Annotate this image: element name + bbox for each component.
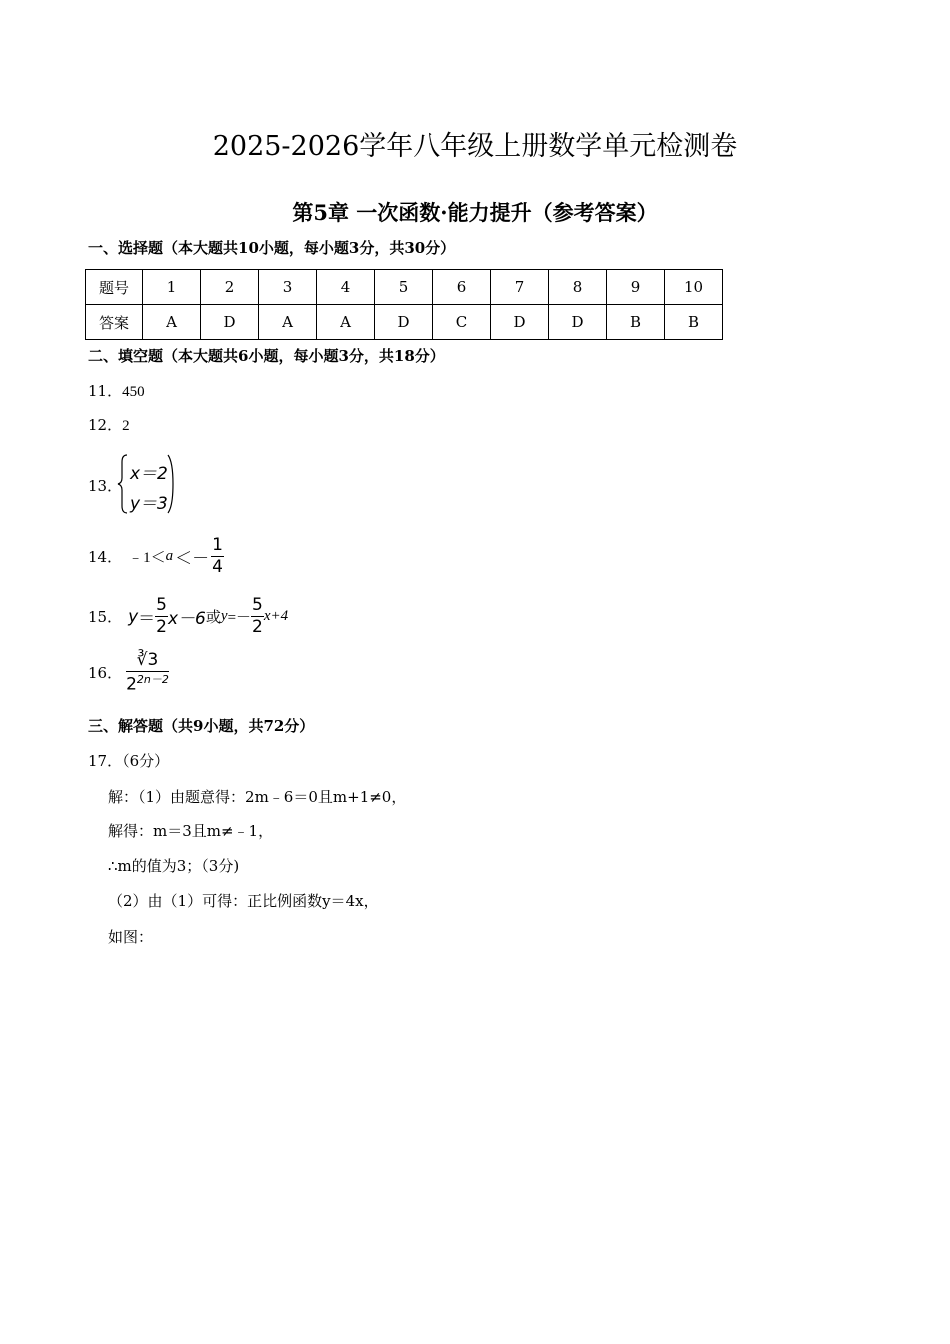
table-cell: 8 [549, 270, 607, 305]
solution-line-4: （2）由（1）可得：正比例函数y＝4x， [108, 892, 379, 910]
table-cell: D [375, 305, 433, 340]
table-cell: D [549, 305, 607, 340]
fraction [251, 597, 264, 636]
inequality-sign: ＜－ [175, 549, 210, 569]
table-cell: 3 [259, 270, 317, 305]
answer-15 [88, 597, 288, 636]
section-fill-heading: 二、填空题（本大题共6小题，每小题3分，共18分） [88, 347, 445, 365]
denominator [126, 672, 169, 694]
table-cell: 10 [665, 270, 723, 305]
table-cell: 4 [317, 270, 375, 305]
numerator: ∛3 [126, 652, 169, 672]
solution-line-1: 解：（1）由题意得：2m﹣6＝0且m+1≠0， [108, 788, 407, 806]
fraction [155, 597, 168, 636]
table-cell: 7 [491, 270, 549, 305]
question-number: 15． [88, 608, 123, 626]
section-solve-heading: 三、解答题（共9小题，共72分） [88, 717, 315, 735]
variable: y [128, 606, 139, 627]
page-title: 2025-2026学年八年级上册数学单元检测卷 [212, 131, 738, 162]
table-cell: 1 [143, 270, 201, 305]
table-row-numbers [86, 270, 723, 305]
table-cell: B [607, 305, 665, 340]
answer-13-system [117, 452, 177, 516]
section-choice-heading: 一、选择题（本大题共10小题，每小题3分，共30分） [88, 239, 456, 257]
answer-12 [88, 414, 130, 435]
variable: y [220, 608, 228, 624]
question-17-header: 17．（6分） [88, 752, 170, 770]
equals: ＝ [138, 609, 156, 629]
denominator: 2 [252, 617, 263, 637]
question-number-13: 13． [88, 477, 123, 495]
table-cell: 5 [375, 270, 433, 305]
table-cell: D [491, 305, 549, 340]
denominator: 2 [156, 617, 167, 637]
solution-line-5: 如图： [108, 928, 154, 946]
question-number: 12． [88, 416, 123, 434]
table-cell: D [201, 305, 259, 340]
table-cell: B [665, 305, 723, 340]
denominator: 4 [212, 557, 223, 577]
table-cell: A [259, 305, 317, 340]
equation-text: y＝3 [130, 494, 168, 514]
answer-value: 450 [122, 384, 145, 400]
or-text: 或 [205, 608, 221, 626]
base: 2 [126, 674, 137, 695]
answer-value: 2 [122, 418, 130, 434]
inequality-left: ﹣1＜ [128, 550, 166, 566]
page-subtitle: 第5章 一次函数·能力提升（参考答案） [292, 200, 658, 225]
table-header-cell: 答案 [86, 305, 143, 340]
table-cell: C [433, 305, 491, 340]
table-header-cell: 题号 [86, 270, 143, 305]
expression: x+4 [263, 608, 289, 624]
equation-text: x＝2 [130, 464, 168, 484]
solution-line-2: 解得：m＝3且m≠﹣1， [108, 822, 274, 840]
numerator: 5 [156, 595, 167, 615]
answer-14 [88, 537, 224, 576]
equation-line-2 [130, 489, 168, 514]
answer-11 [88, 380, 145, 401]
equation-line-1 [130, 459, 168, 484]
numerator: 5 [252, 595, 263, 615]
table-cell: 2 [201, 270, 259, 305]
question-number: 11． [88, 382, 123, 400]
solution-line-3: ∴m的值为3；（3分) [108, 857, 240, 875]
expression: x－6 [167, 609, 206, 629]
table-row-answers [86, 305, 723, 340]
answer-16 [88, 652, 169, 694]
table-cell: 9 [607, 270, 665, 305]
question-number: 14． [88, 548, 123, 566]
equals: =－ [227, 610, 252, 626]
fraction [211, 537, 224, 576]
table-cell: 6 [433, 270, 491, 305]
fraction [126, 652, 169, 694]
table-cell: A [317, 305, 375, 340]
exponent: 2n－2 [136, 673, 169, 686]
numerator: 1 [212, 535, 223, 555]
answer-table [85, 269, 723, 340]
variable: a [165, 548, 174, 564]
table-cell: A [143, 305, 201, 340]
question-number: 16． [88, 664, 123, 683]
